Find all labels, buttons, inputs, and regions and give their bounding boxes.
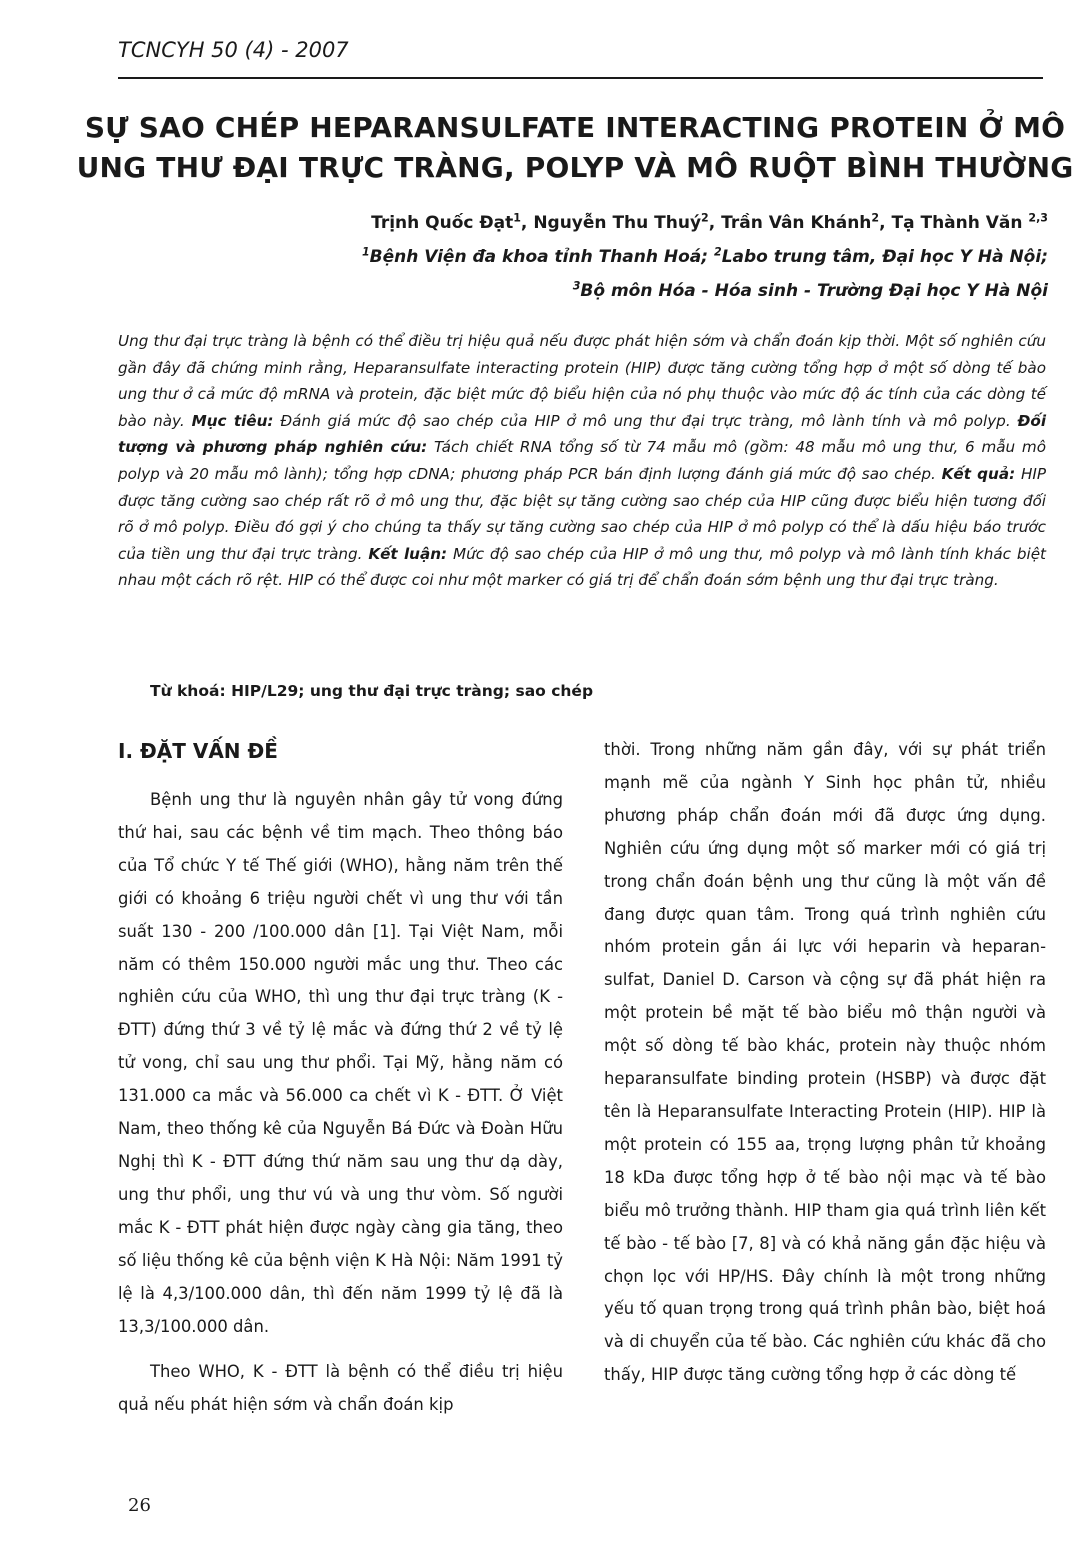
keywords [150, 682, 593, 700]
author-name: Trịnh Quốc Đạt [371, 213, 514, 233]
body-paragraph: Bệnh ung thư là nguyên nhân gây tử vong đứng thứ hai, sau các bệnh về tim mạch. Theo thông báo của Tổ chức Y tế Thế giới (WHO), hằng năm trên thế giới có khoảng 6 triệu người chết vì ung thư với tần suất 130 - 200 /100.000 dân [1]. Tại Việt Nam, mỗi năm có thêm 150.000 người mắc ung thư. Theo các nghiên cứu của WHO, thì ung thư đại trực tràng (K - ĐTT) đứng thứ 3 về tỷ lệ mắc và đứng thứ 2 về tỷ lệ tử vong, chỉ sau ung thư phổi. Tại Mỹ, hằng năm có 131.000 ca mắc và 56.000 ca chết vì K - ĐTT. Ở Việt Nam, theo thống kê của Nguyễn Bá Đức và Đoàn Hữu Nghị thì K - ĐTT đứng thứ năm sau ung thư dạ dày, ung thư phổi, ung thư vú và ung thư vòm. Số người mắc K - ĐTT phát hiện được ngày càng gia tăng, theo số liệu thống kê của bệnh viện K Hà Nội: Năm 1991 tỷ lệ là 4,3/100.000 dân, thì đến năm 1999 tỷ lệ đã là 13,3/100.000 dân. [118, 790, 563, 1336]
abstract-intro: Ung thư đại trực tràng là bệnh có thể điều trị hiệu quả nếu được phát hiện sớm và chẩn đoán kịp thời. Một số nghiên cứu gần đây đã chứng minh rằng, Heparansulfate interacting protein (HIP) được tăng cường tổng hợp ở một số dòng tế bào ung thư ở cả mức độ mRNA và protein, đặc biệt mức độ biểu hiện của nó phụ thuộc vào mức độ ác tính của các dòng tế bào này. [118, 332, 1046, 430]
affiliation-1: Bệnh Viện đa khoa tỉnh Thanh Hoá; [369, 247, 709, 267]
author-name: Nguyễn Thu Thuý [533, 213, 702, 233]
right-column [604, 734, 1046, 1405]
abstract-conclusion-label: Kết luận: [368, 544, 448, 563]
title-line-2: UNG THƯ ĐẠI TRỰC TRÀNG, POLYP VÀ MÔ RUỘT BÌNH THƯỜNG [76, 151, 1074, 184]
author-affiliation-mark: 1 [513, 211, 521, 225]
author-name: Trần Vân Khánh [721, 213, 872, 233]
author-block [200, 206, 1048, 308]
left-column [118, 784, 563, 1435]
keywords-label: Từ khoá: [150, 682, 226, 700]
abstract-methods: Tách chiết RNA tổng số từ 74 mẫu mô (gồm: 48 mẫu mô ung thư, 6 mẫu mô polyp và 20 mẫu mô lành); tổng hợp cDNA; phương pháp PCR bán định lượng đánh giá mức độ sao chép. [118, 438, 1046, 483]
abstract [118, 328, 1046, 594]
author-list: Trịnh Quốc Đạt$^1$, Nguyễn Thu Thuý$^2$, Trần Vân Khánh$^2$, Tạ Thành Văn $^{2,3}$ [371, 211, 1048, 233]
abstract-results: HIP được tăng cường sao chép rất rõ ở mô ung thư, đặc biệt sự tăng cường sao chép của HIP cũng được biểu hiện tương đối rõ ở mô polyp. Điều đó gợi ý cho chúng ta thấy sự tăng cường sao chép của HIP ở mô polyp có thể là dấu hiệu báo trước của tiền ung thư đại trực tràng. [118, 464, 1047, 563]
abstract-conclusion: Mức độ sao chép của HIP ở mô ung thư, mô polyp và mô lành tính khác biệt nhau một cách rõ rệt. HIP có thể được coi như một marker có giá trị để chẩn đoán sớm bệnh ung thư đại trực tràng. [118, 544, 1047, 590]
author-name: Tạ Thành Văn [891, 213, 1023, 233]
journal-header: TCNCYH 50 (4) - 2007 [118, 38, 349, 62]
affiliation-2: Labo trung tâm, Đại học Y Hà Nội; [721, 247, 1048, 267]
abstract-aim: Đánh giá mức độ sao chép của HIP ở mô ung thư đại trực tràng, mô lành tính và mô polyp. [280, 411, 1011, 430]
body-paragraph: thời. Trong những năm gần đây, với sự phát triển mạnh mẽ của ngành Y Sinh học phân tử, nhiều phương pháp chẩn đoán mới đã được ứng dụng. Nghiên cứu ứng dụng một số marker mới có giá trị trong chẩn đoán bệnh ung thư cũng là một vấn đề đang được quan tâm. Trong quá trình nghiên cứu nhóm protein gắn ái lực với heparin và heparan-sulfat, Daniel D. Carson và cộng sự đã phát hiện ra một protein bề mặt tế bào biểu mô thận người và một số dòng tế bào khác, protein này thuộc nhóm heparansulfate binding protein (HSBP) và được đặt tên là Heparansulfate Interacting Protein (HIP). HIP là một protein có 155 aa, trọng lượng phân tử khoảng 18 kDa được tổng hợp ở tế bào nội mạc và tế bào biểu mô trưởng thành. HIP tham gia quá trình liên kết tế bào - tế bào [7, 8] và có khả năng gắn đặc hiệu và chọn lọc với HP/HS. Đây chính là một trong những yếu tố quan trọng trong quá trình phân bào, biệt hoá và di chuyển của tế bào. Các nghiên cứu khác đã cho thấy, HIP được tăng cường tổng hợp ở các dòng tế [604, 740, 1046, 1385]
author-affiliation-mark: 2,3 [1028, 211, 1048, 225]
page-number: 26 [128, 1495, 151, 1516]
body-paragraph: Theo WHO, K - ĐTT là bệnh có thể điều trị hiệu quả nếu phát hiện sớm và chẩn đoán kịp [118, 1362, 563, 1415]
abstract-methods-label: Đối tượng và phương pháp nghiên cứu: [118, 411, 1047, 457]
section-heading: I. ĐẶT VẤN ĐỀ [118, 739, 278, 763]
affiliation-line: $^3$Bộ môn Hóa - Hóa sinh - Trường Đại học Y Hà Nội [572, 279, 1048, 301]
article-title [70, 108, 1080, 188]
abstract-results-label: Kết quả: [941, 464, 1016, 483]
title-line-1: SỰ SAO CHÉP HEPARANSULFATE INTERACTING PROTEIN Ở MÔ [84, 111, 1066, 144]
header-rule [118, 77, 1043, 79]
abstract-aim-label: Mục tiêu: [191, 411, 274, 430]
affiliation-line: $^1$Bệnh Viện đa khoa tỉnh Thanh Hoá; $^2$Labo trung tâm, Đại học Y Hà Nội; [361, 245, 1048, 267]
affiliation-3: Bộ môn Hóa - Hóa sinh - Trường Đại học Y Hà Nội [580, 281, 1048, 301]
author-affiliation-mark: 2 [701, 211, 709, 225]
author-affiliation-mark: 2 [871, 211, 880, 225]
keywords-text: HIP/L29; ung thư đại trực tràng; sao chép [231, 682, 594, 700]
